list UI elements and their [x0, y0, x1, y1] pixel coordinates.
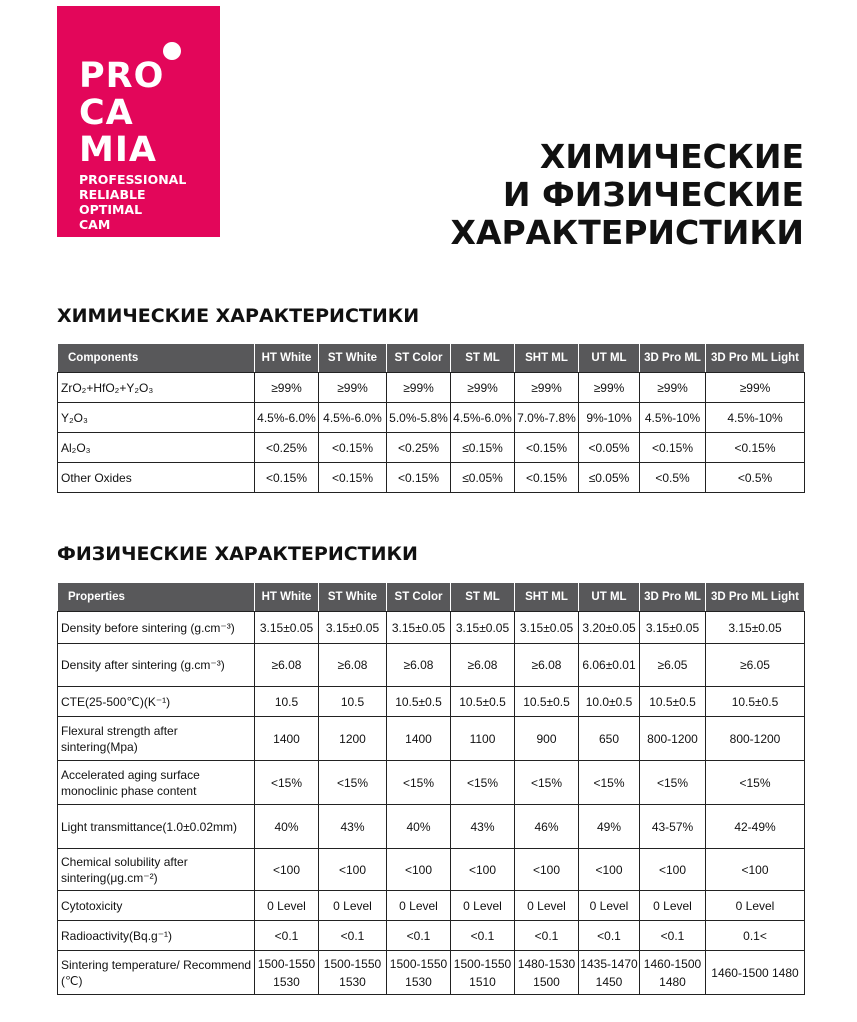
value-cell: ≥6.08: [387, 644, 451, 687]
column-header: ST White: [319, 583, 387, 612]
table-row: [58, 644, 805, 687]
value-cell: <0.05%: [579, 433, 640, 463]
column-header: UT ML: [579, 344, 640, 373]
value-cell: <0.5%: [640, 463, 706, 493]
value-cell: 3.15±0.05: [387, 612, 451, 644]
value-cell: 9%-10%: [579, 403, 640, 433]
table-row: [58, 687, 805, 717]
value-cell: <0.1: [451, 921, 515, 951]
column-header: 3D Pro ML Light: [706, 344, 805, 373]
value-cell: <100: [515, 849, 579, 891]
value-cell: <15%: [579, 761, 640, 805]
value-cell: 3.15±0.05: [515, 612, 579, 644]
column-header: SHT ML: [515, 344, 579, 373]
value-cell: 10.5: [319, 687, 387, 717]
value-cell: <100: [255, 849, 319, 891]
column-header: ST ML: [451, 344, 515, 373]
value-cell: 49%: [579, 805, 640, 849]
value-cell: 0 Level: [515, 891, 579, 921]
value-cell: 4.5%-10%: [706, 403, 805, 433]
table-row: [58, 717, 805, 761]
value-cell: 3.15±0.05: [706, 612, 805, 644]
value-cell: ≤0.05%: [579, 463, 640, 493]
value-cell: <0.15%: [515, 433, 579, 463]
table-row: [58, 463, 805, 493]
value-cell: 0 Level: [319, 891, 387, 921]
row-label: Light transmittance(1.0±0.02mm): [58, 805, 255, 849]
value-cell: <0.15%: [706, 433, 805, 463]
value-cell: 1400: [387, 717, 451, 761]
value-cell: 10.5±0.5: [451, 687, 515, 717]
row-label: Cytotoxicity: [58, 891, 255, 921]
value-cell: 43%: [451, 805, 515, 849]
value-cell: 0 Level: [451, 891, 515, 921]
table-row: [58, 805, 805, 849]
value-cell: 3.15±0.05: [640, 612, 706, 644]
value-cell: <0.25%: [387, 433, 451, 463]
value-cell: 1460-1500 1480: [640, 951, 706, 995]
value-cell: ≥99%: [706, 373, 805, 403]
value-cell: <15%: [255, 761, 319, 805]
column-header: 3D Pro ML: [640, 583, 706, 612]
value-cell: 46%: [515, 805, 579, 849]
value-cell: ≥6.08: [255, 644, 319, 687]
value-cell: 42-49%: [706, 805, 805, 849]
value-cell: <100: [640, 849, 706, 891]
value-cell: 1500-1550 1530: [255, 951, 319, 995]
physical-heading: ФИЗИЧЕСКИЕ ХАРАКТЕРИСТИКИ: [57, 543, 418, 565]
value-cell: 10.5: [255, 687, 319, 717]
column-header: ST Color: [387, 344, 451, 373]
chemical-heading: ХИМИЧЕСКИЕ ХАРАКТЕРИСТИКИ: [57, 305, 420, 327]
table-row: [58, 951, 805, 995]
value-cell: ≥99%: [640, 373, 706, 403]
procamia-logo: [57, 6, 220, 237]
row-label: Other Oxides: [58, 463, 255, 493]
table-row: [58, 761, 805, 805]
value-cell: <100: [451, 849, 515, 891]
value-cell: 3.20±0.05: [579, 612, 640, 644]
logo-dot: [163, 42, 181, 60]
value-cell: 800-1200: [640, 717, 706, 761]
value-cell: 1435-1470 1450: [579, 951, 640, 995]
value-cell: 800-1200: [706, 717, 805, 761]
row-label: Flexural strength after sintering(Mpa): [58, 717, 255, 761]
row-label: Accelerated aging surface monoclinic phase content: [58, 761, 255, 805]
value-cell: <0.15%: [319, 463, 387, 493]
physical-table: [57, 582, 805, 995]
value-cell: <0.5%: [706, 463, 805, 493]
row-label: Al₂O₃: [58, 433, 255, 463]
value-cell: 10.0±0.5: [579, 687, 640, 717]
value-cell: 43%: [319, 805, 387, 849]
value-cell: ≥99%: [387, 373, 451, 403]
column-header: Properties: [58, 583, 255, 612]
value-cell: 3.15±0.05: [451, 612, 515, 644]
column-header: 3D Pro ML: [640, 344, 706, 373]
value-cell: <0.15%: [255, 463, 319, 493]
column-header: SHT ML: [515, 583, 579, 612]
row-label: Sintering temperature/ Recommend (℃): [58, 951, 255, 995]
value-cell: 1400: [255, 717, 319, 761]
value-cell: ≤0.15%: [451, 433, 515, 463]
column-header: ST White: [319, 344, 387, 373]
value-cell: 10.5±0.5: [387, 687, 451, 717]
value-cell: <15%: [451, 761, 515, 805]
column-header: HT White: [255, 583, 319, 612]
page-title: ХИМИЧЕСКИЕ И ФИЗИЧЕСКИЕ ХАРАКТЕРИСТИКИ: [450, 137, 804, 252]
value-cell: 5.0%-5.8%: [387, 403, 451, 433]
value-cell: <0.15%: [387, 463, 451, 493]
value-cell: <0.1: [515, 921, 579, 951]
value-cell: 10.5±0.5: [706, 687, 805, 717]
value-cell: <0.1: [387, 921, 451, 951]
table-row: [58, 373, 805, 403]
value-cell: <0.15%: [515, 463, 579, 493]
value-cell: 0 Level: [255, 891, 319, 921]
value-cell: 0.1<: [706, 921, 805, 951]
value-cell: ≥6.08: [451, 644, 515, 687]
value-cell: ≤0.05%: [451, 463, 515, 493]
column-header: Components: [58, 344, 255, 373]
value-cell: 1100: [451, 717, 515, 761]
table-row: [58, 433, 805, 463]
chemical-table: [57, 343, 805, 493]
value-cell: 4.5%-10%: [640, 403, 706, 433]
row-label: Density after sintering (g.cm⁻³): [58, 644, 255, 687]
value-cell: 0 Level: [387, 891, 451, 921]
value-cell: <100: [579, 849, 640, 891]
value-cell: 3.15±0.05: [319, 612, 387, 644]
value-cell: <15%: [515, 761, 579, 805]
row-label: Density before sintering (g.cm⁻³): [58, 612, 255, 644]
value-cell: 1480-1530 1500: [515, 951, 579, 995]
value-cell: ≥6.08: [319, 644, 387, 687]
value-cell: <0.1: [579, 921, 640, 951]
value-cell: 1460-1500 1480: [706, 951, 805, 995]
value-cell: 650: [579, 717, 640, 761]
row-label: Chemical solubility after sintering(μg.cm⁻²): [58, 849, 255, 891]
value-cell: <0.1: [640, 921, 706, 951]
value-cell: 900: [515, 717, 579, 761]
header-row: [58, 344, 805, 373]
column-header: UT ML: [579, 583, 640, 612]
value-cell: <15%: [640, 761, 706, 805]
value-cell: 1500-1550 1530: [319, 951, 387, 995]
value-cell: 0 Level: [706, 891, 805, 921]
table-row: [58, 403, 805, 433]
value-cell: 10.5±0.5: [515, 687, 579, 717]
column-header: HT White: [255, 344, 319, 373]
value-cell: 40%: [387, 805, 451, 849]
value-cell: 40%: [255, 805, 319, 849]
value-cell: <100: [319, 849, 387, 891]
column-header: ST ML: [451, 583, 515, 612]
value-cell: 1500-1550 1510: [451, 951, 515, 995]
value-cell: ≥99%: [579, 373, 640, 403]
value-cell: <0.1: [319, 921, 387, 951]
row-label: CTE(25-500℃)(K⁻¹): [58, 687, 255, 717]
value-cell: 43-57%: [640, 805, 706, 849]
table-row: [58, 891, 805, 921]
value-cell: 0 Level: [640, 891, 706, 921]
row-label: ZrO₂+HfO₂+Y₂O₃: [58, 373, 255, 403]
logo-tagline: PROFESSIONAL RELIABLE OPTIMAL CAM: [79, 172, 187, 232]
value-cell: 0 Level: [579, 891, 640, 921]
value-cell: ≥99%: [515, 373, 579, 403]
value-cell: ≥99%: [451, 373, 515, 403]
value-cell: 4.5%-6.0%: [451, 403, 515, 433]
value-cell: ≥99%: [319, 373, 387, 403]
value-cell: <0.15%: [640, 433, 706, 463]
value-cell: <0.25%: [255, 433, 319, 463]
logo-wordmark: PRO CA MIA: [79, 56, 165, 170]
column-header: ST Color: [387, 583, 451, 612]
value-cell: 4.5%-6.0%: [255, 403, 319, 433]
row-label: Y₂O₃: [58, 403, 255, 433]
value-cell: 10.5±0.5: [640, 687, 706, 717]
value-cell: 1500-1550 1530: [387, 951, 451, 995]
value-cell: 1200: [319, 717, 387, 761]
value-cell: <0.1: [255, 921, 319, 951]
value-cell: ≥6.05: [640, 644, 706, 687]
value-cell: <15%: [387, 761, 451, 805]
header-row: [58, 583, 805, 612]
value-cell: <100: [706, 849, 805, 891]
value-cell: ≥6.08: [515, 644, 579, 687]
row-label: Radioactivity(Bq.g⁻¹): [58, 921, 255, 951]
value-cell: 3.15±0.05: [255, 612, 319, 644]
value-cell: ≥99%: [255, 373, 319, 403]
value-cell: 4.5%-6.0%: [319, 403, 387, 433]
table-row: [58, 849, 805, 891]
value-cell: <15%: [706, 761, 805, 805]
value-cell: <0.15%: [319, 433, 387, 463]
value-cell: 6.06±0.01: [579, 644, 640, 687]
table-row: [58, 921, 805, 951]
value-cell: ≥6.05: [706, 644, 805, 687]
value-cell: <100: [387, 849, 451, 891]
table-row: [58, 612, 805, 644]
value-cell: 7.0%-7.8%: [515, 403, 579, 433]
column-header: 3D Pro ML Light: [706, 583, 805, 612]
value-cell: <15%: [319, 761, 387, 805]
